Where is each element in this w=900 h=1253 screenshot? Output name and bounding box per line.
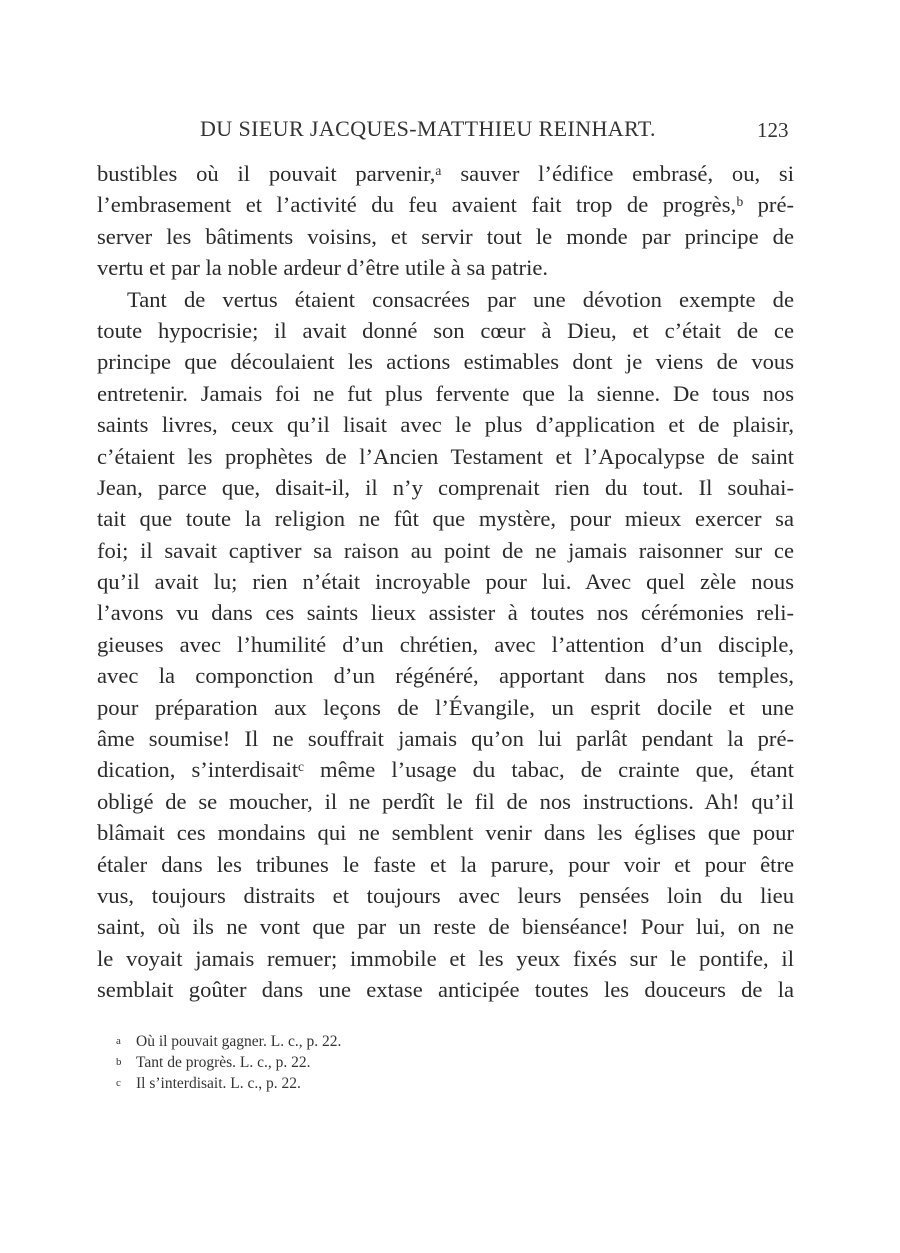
text-line: saints livres, ceux qu’il lisait avec le plus d’application et de plaisir, xyxy=(97,412,794,438)
text-line: vertu et par la noble ardeur d’être utile à sa patrie. xyxy=(97,255,549,281)
footnote-marker: b xyxy=(116,1056,122,1068)
text-line: l’avons vu dans ces saints lieux assister à toutes nos cérémonies reli- xyxy=(97,600,794,626)
text-line: qu’il avait lu; rien n’était incroyable pour lui. Avec quel zèle nous xyxy=(97,569,794,595)
running-head: DU SIEUR JACQUES-MATTHIEU REINHART. xyxy=(200,116,656,141)
footnotes xyxy=(116,1031,341,1094)
text-line: principe que découlaient les actions estimables dont je viens de vous xyxy=(97,349,794,375)
text-line: vus, toujours distraits et toujours avec leurs pensées loin du lieu xyxy=(97,882,794,908)
text-line: l’embrasement et l’activité du feu avaient fait trop de progrès,ᵇ pré- xyxy=(97,192,794,218)
text-line: bustibles où il pouvait parvenir,ᵃ sauver l’édifice embrasé, ou, si xyxy=(97,161,794,186)
text-line: entretenir. Jamais foi ne fut plus fervente que la sienne. De tous nos xyxy=(97,380,794,406)
text-line: étaler dans les tribunes le faste et la parure, pour voir et pour être xyxy=(97,851,794,877)
footnote-marker: c xyxy=(116,1077,121,1089)
text-line: gieuses avec l’humilité d’un chrétien, avec l’attention d’un disciple, xyxy=(97,631,794,657)
body-text xyxy=(97,158,794,1006)
footnote-marker: a xyxy=(116,1035,121,1047)
text-line: saint, où ils ne vont que par un reste de bienséance! Pour lui, on ne xyxy=(97,914,794,940)
text-line: c’étaient les prophètes de l’Ancien Testament et l’Apocalypse de saint xyxy=(97,443,794,469)
text-line: semblait goûter dans une extase anticipée toutes les douceurs de la xyxy=(97,977,794,1003)
text-line: obligé de se moucher, il ne perdît le fil de nos instructions. Ah! qu’il xyxy=(97,788,794,814)
text-line: server les bâtiments voisins, et servir tout le monde par principe de xyxy=(97,223,794,249)
footnote xyxy=(116,1073,341,1094)
text-line: toute hypocrisie; il avait donné son cœur à Dieu, et c’était de ce xyxy=(97,317,794,343)
footnote-text: Tant de progrès. L. c., p. 22. xyxy=(136,1054,311,1071)
text-line: Tant de vertus étaient consacrées par une dévotion exempte de xyxy=(127,286,794,312)
text-line: foi; il savait captiver sa raison au point de ne jamais raisonner sur ce xyxy=(97,537,794,563)
text-line: le voyait jamais remuer; immobile et les yeux fixés sur le pontife, il xyxy=(97,945,794,971)
footnote-text: Il s’interdisait. L. c., p. 22. xyxy=(136,1075,301,1092)
text-line: Jean, parce que, disait-il, il n’y comprenait rien du tout. Il souhai- xyxy=(97,474,794,500)
text-line: blâmait ces mondains qui ne semblent venir dans les églises que pour xyxy=(97,820,794,846)
text-line: pour préparation aux leçons de l’Évangile, un esprit docile et une xyxy=(97,694,794,720)
page-number: 123 xyxy=(757,118,789,142)
footnote-text: Où il pouvait gagner. L. c., p. 22. xyxy=(136,1033,342,1050)
text-line: dication, s’interdisaitᶜ même l’usage du tabac, de crainte que, étant xyxy=(97,757,794,783)
footnote xyxy=(116,1052,341,1073)
footnote xyxy=(116,1031,341,1052)
text-line: tait que toute la religion ne fût que mystère, pour mieux exercer sa xyxy=(97,506,794,532)
text-line: âme soumise! Il ne souffrait jamais qu’on lui parlât pendant la pré- xyxy=(97,726,794,752)
text-line: avec la componction d’un régénéré, apportant dans nos temples, xyxy=(97,663,794,689)
